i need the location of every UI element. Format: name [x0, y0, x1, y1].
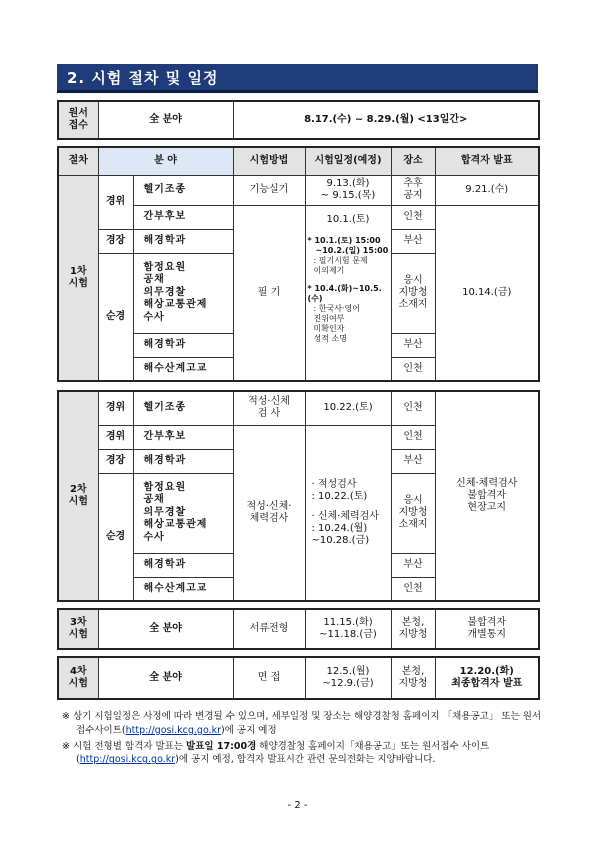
stage2-name: 2차 시험	[58, 391, 98, 601]
place-incheon-2c: 인천	[391, 577, 435, 601]
stage3-place: 본청, 지방청	[391, 609, 435, 649]
place-local: 응시 지방청 소재지	[391, 253, 435, 333]
rank-sungyeong: 순경	[98, 253, 133, 381]
rank-gyeongwi-2b: 경위	[98, 425, 133, 449]
stage3-name: 3차 시험	[58, 609, 98, 649]
result-pilot: 9.21.(수)	[435, 175, 539, 205]
field-mix: 함정요원 공채 의무경찰 해상교통관제 수사	[133, 253, 233, 333]
stage4-place: 본청, 지방청	[391, 657, 435, 699]
place-busan: 부산	[391, 229, 435, 253]
date-pilot-2: 10.22.(토)	[305, 391, 391, 425]
place-local-2: 응시 지방청 소재지	[391, 473, 435, 553]
stage3-table	[57, 608, 540, 650]
stage3-date: 11.15.(화) ~11.18.(금)	[305, 609, 391, 649]
rank-gyeongwi: 경위	[98, 175, 133, 229]
section-header	[57, 64, 538, 93]
stage3-method: 서류전형	[233, 609, 305, 649]
place-later: 추후 공지	[391, 175, 435, 205]
note-1-link[interactable]: http://gosi.kcg.go.kr	[125, 724, 222, 736]
place-incheon-2a: 인천	[391, 391, 435, 425]
field-hsschool: 해수산계고교	[133, 357, 233, 381]
rank-sungyeong-2: 순경	[98, 473, 133, 601]
section-title: 2. 시험 절차 및 일정	[67, 69, 219, 87]
rank-gyeongjang: 경장	[98, 229, 133, 253]
notes	[62, 710, 542, 769]
field-marine2: 해경학과	[133, 333, 233, 357]
table-header-row	[58, 147, 539, 175]
application-table	[57, 100, 540, 140]
rank-gyeongjang-2: 경장	[98, 449, 133, 473]
method-practical: 기능실기	[233, 175, 305, 205]
place-incheon-2b: 인천	[391, 425, 435, 449]
field-pilot-2: 헬기조종	[133, 391, 233, 425]
header-field: 분 야	[98, 147, 233, 175]
stage1-table	[57, 146, 540, 382]
apply-period: 8.17.(수) ~ 8.29.(월) <13일간>	[233, 101, 539, 139]
result-written: 10.14.(금)	[435, 205, 539, 381]
stage2-table	[57, 390, 540, 602]
place-incheon: 인천	[391, 205, 435, 229]
field-marine2-2: 해경학과	[133, 553, 233, 577]
place-incheon2: 인천	[391, 357, 435, 381]
rank-gyeongwi-2: 경위	[98, 391, 133, 425]
stage3-result: 불합격자 개별통지	[435, 609, 539, 649]
stage4-table	[57, 656, 540, 700]
stage4-name: 4차 시험	[58, 657, 98, 699]
note-2-link[interactable]: http://gosi.kcg.go.kr	[79, 754, 176, 766]
field-mix-2: 함정요원 공채 의무경찰 해상교통관제 수사	[133, 473, 233, 553]
note-2: ※ 시험 전형별 합격자 발표는 발표일 17:00경 해양경찰청 홈페이지「채용공고」또는 원서접수 사이트(http://gosi.kcg.go.kr)에 공지 예정, 합격자 발표시간 관련 문의전화는 지양바랍니다.	[62, 740, 490, 766]
field-pilot: 헬기조종	[133, 175, 233, 205]
header-step: 절차	[58, 147, 98, 175]
date-practical: 9.13.(화) ~ 9.15.(목)	[305, 175, 391, 205]
stage3-field: 全 분야	[98, 609, 233, 649]
field-cadet-2: 간부후보	[133, 425, 233, 449]
note-1: ※ 상기 시험일정은 사정에 따라 변경될 수 있으며, 세부일정 및 장소는 해양경찰청 홈페이지 「채용공고」 또는 원서접수사이트(http://gosi.kcg.go.kr)에 공지 예정	[62, 711, 542, 736]
date-other-2: · 적성검사 : 10.22.(토) · 신체·체력검사 : 10.24.(월) ~10.28.(금)	[305, 425, 391, 601]
header-place: 장소	[391, 147, 435, 175]
field-marine: 해경학과	[133, 229, 233, 253]
stage4-method: 면 접	[233, 657, 305, 699]
date-written: 10.1.(토) * 10.1.(토) 15:00 ~10.2.(일) 15:00 : 필기시험 문제 이의제기 * 10.4.(화)~10.5.(수) : 한국사·영어 진위여부 미확인자 성적 소명	[305, 205, 391, 381]
page-number: - 2 -	[287, 800, 308, 811]
place-busan-2b: 부산	[391, 553, 435, 577]
place-busan2: 부산	[391, 333, 435, 357]
field-hsschool-2: 해수산계고교	[133, 577, 233, 601]
stage4-date: 12.5.(월) ~12.9.(금)	[305, 657, 391, 699]
header-result: 합격자 발표	[435, 147, 539, 175]
method-pilot-2: 적성·신체 검 사	[233, 391, 305, 425]
field-cadet: 간부후보	[133, 205, 233, 229]
place-busan-2: 부산	[391, 449, 435, 473]
stage4-result: 12.20.(화) 최종합격자 발표	[435, 657, 539, 699]
apply-label: 원서 접수	[58, 101, 98, 139]
result-stage2: 신체·체력검사 불합격자 현장고지	[435, 391, 539, 601]
apply-field: 全 분야	[98, 101, 233, 139]
method-other-2: 적성·신체· 체력검사	[233, 425, 305, 601]
method-written: 필 기	[233, 205, 305, 381]
header-method: 시험방법	[233, 147, 305, 175]
field-marine-2: 해경학과	[133, 449, 233, 473]
stage4-field: 全 분야	[98, 657, 233, 699]
header-schedule: 시험일정(예정)	[305, 147, 391, 175]
stage1-name: 1차 시험	[58, 175, 98, 381]
